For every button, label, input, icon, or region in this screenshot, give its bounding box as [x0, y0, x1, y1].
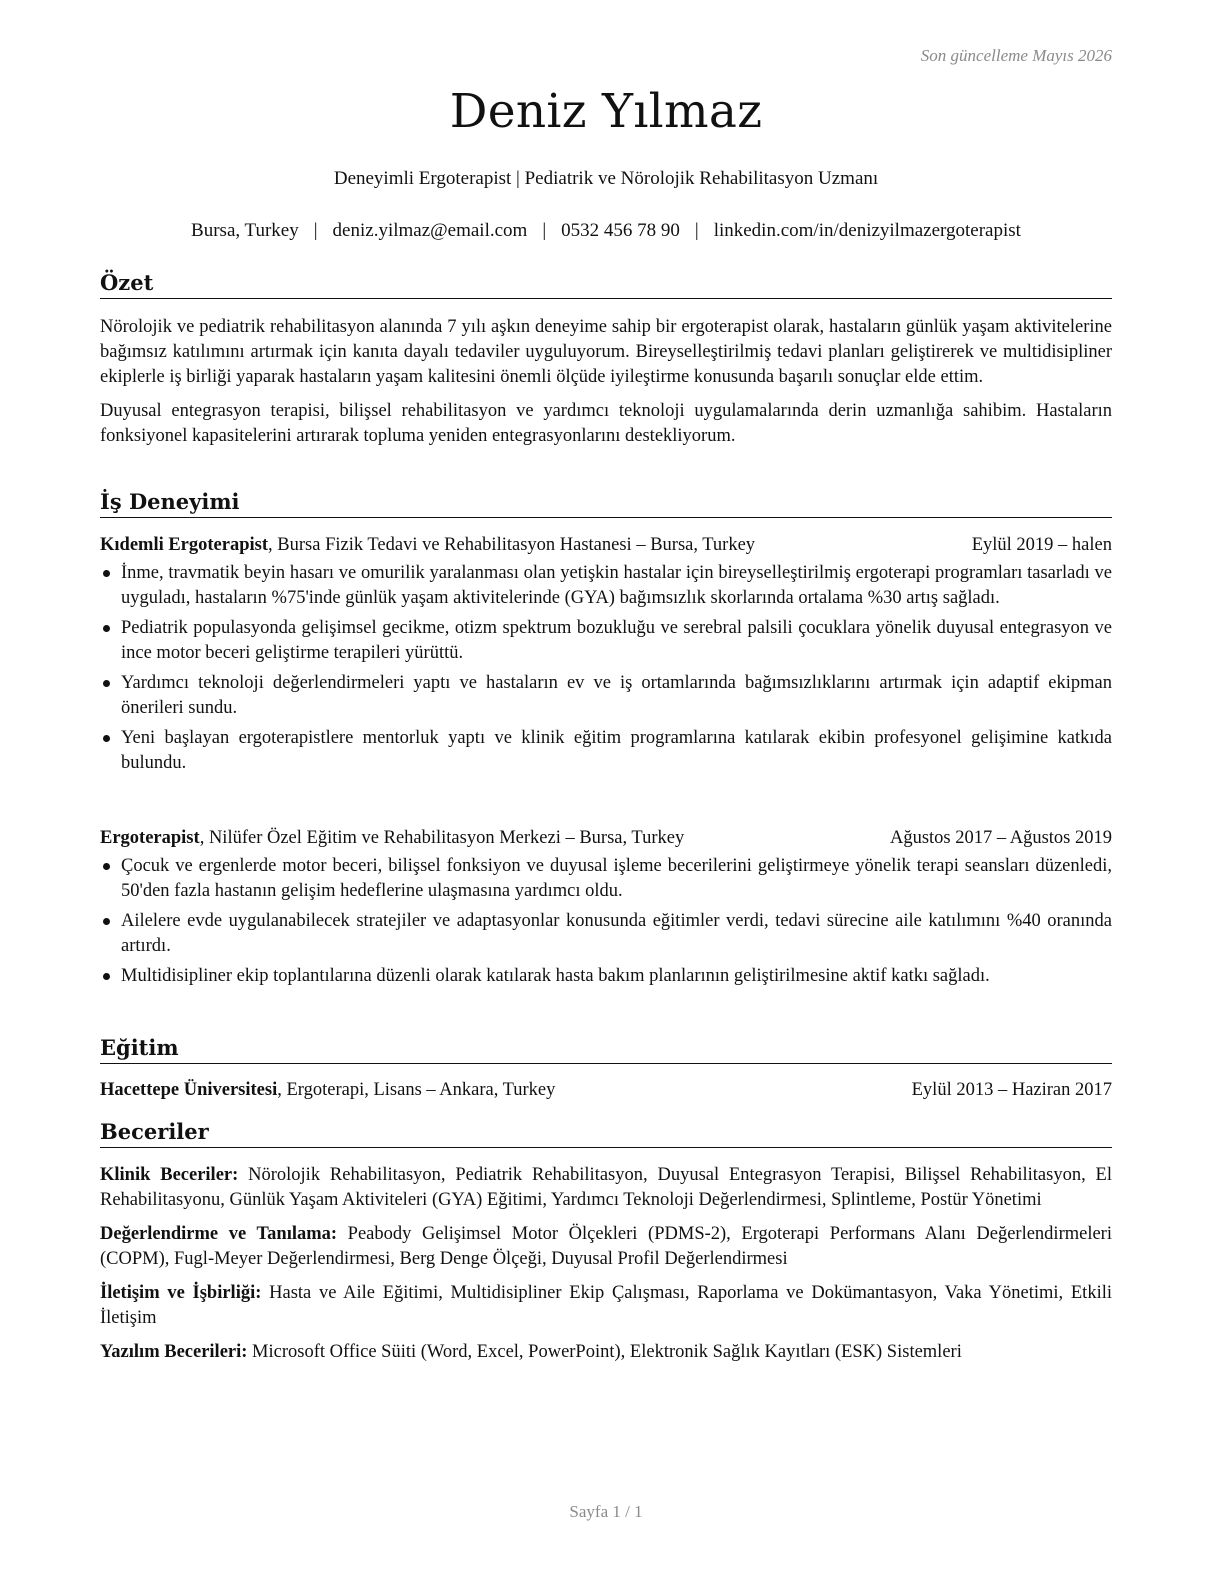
bullet-icon	[103, 680, 110, 687]
experience-heading: İş Deneyimi	[100, 489, 1112, 518]
bullet-text: Multidisipliner ekip toplantılarına düzenli olarak katılarak hasta bakım planlarının geliştirilmesine aktif katkı sağladı.	[121, 966, 990, 986]
skill-group-text: Microsoft Office Süiti (Word, Excel, PowerPoint), Elektronik Sağlık Kayıtları (ESK) Sistemleri	[247, 1342, 962, 1362]
candidate-name: Deniz Yılmaz	[449, 84, 763, 139]
bullet-icon	[103, 625, 110, 632]
job-bullet	[100, 854, 1112, 904]
bullet-text: İnme, travmatik beyin hasarı ve omurilik yaralanması olan yetişkin hastalar için bireyselleştirilmiş ergoterapi programları tasarladı ve uyguladı, hastaların %75'inde günlük yaşam aktivitelerinde (GYA) bağımsızlık skorlarında ortalama %30 artış sağladı.	[121, 563, 1112, 608]
summary-section	[100, 315, 1112, 458]
job-bullet	[100, 671, 1112, 721]
contact-location: Bursa, Turkey	[191, 220, 299, 241]
skill-group-label: İletişim ve İşbirliği:	[100, 1283, 262, 1303]
page-number: Sayfa 1 / 1	[569, 1502, 643, 1521]
bullet-text: Yeni başlayan ergoterapistlere mentorluk yaptı ve klinik eğitim programlarına katılarak ekibin profesyonel gelişimine katkıda bulundu.	[121, 728, 1112, 773]
bullet-icon	[103, 735, 110, 742]
job-role: Ergoterapist	[100, 828, 200, 848]
job-title-line	[100, 826, 684, 851]
skill-group-label: Değerlendirme ve Tanılama:	[100, 1224, 338, 1244]
skill-group-label: Klinik Beceriler:	[100, 1165, 239, 1185]
bullet-text: Pediatrik populasyonda gelişimsel gecikme, otizm spektrum bozukluğu ve serebral palsili çocuklara yönelik duyusal entegrasyon ve ince motor beceri geliştirme terapileri yürüttü.	[121, 618, 1112, 663]
job-role: Kıdemli Ergoterapist	[100, 535, 269, 555]
summary-paragraph: Nörolojik ve pediatrik rehabilitasyon alanında 7 yılı aşkın deneyime sahip bir ergoterapist olarak, hastaların günlük yaşam aktivitelerine bağımsız katılımını artırmak için kanıta dayalı tedaviler uyguluyorum. Bireyselleştirilmiş tedavi planları geliştirerek ve multidisipliner ekiplerle iş birliği yaparak hastaların yaşam kalitesini önemli ölçüde iyileştirme konusunda başarılı sonuçlar elde ettim.	[100, 317, 1112, 387]
job-title-line	[100, 533, 755, 558]
job-entry	[100, 826, 1112, 994]
skill-group-text: Hasta ve Aile Eğitimi, Multidisipliner Ekip Çalışması, Raporlama ve Dokümantasyon, Vaka Yönetimi, Etkili İletişim	[100, 1283, 1112, 1328]
bullet-icon	[103, 570, 110, 577]
job-dates: Eylül 2019 – halen	[971, 535, 1112, 555]
headline: Deneyimli Ergoterapist | Pediatrik ve Nörolojik Rehabilitasyon Uzmanı	[333, 168, 879, 189]
skills-section	[100, 1163, 1112, 1374]
summary-heading: Özet	[100, 270, 1112, 299]
job-bullet	[100, 561, 1112, 611]
education-school: Hacettepe Üniversitesi	[100, 1080, 278, 1100]
bullet-text: Ailelere evde uygulanabilecek stratejiler ve adaptasyonlar konusunda eğitimler verdi, tedavi sürecine aile katılımını %40 oranında artırdı.	[121, 911, 1112, 956]
bullet-icon	[103, 918, 110, 925]
skill-group	[100, 1340, 1112, 1365]
job-organization: , Nilüfer Özel Eğitim ve Rehabilitasyon Merkezi – Bursa, Turkey	[199, 828, 685, 848]
education-heading: Eğitim	[100, 1035, 1112, 1064]
education-entry	[100, 1078, 1112, 1103]
job-bullet	[100, 909, 1112, 959]
skills-heading: Beceriler	[100, 1119, 1112, 1148]
education-line	[100, 1078, 555, 1103]
bullet-text: Çocuk ve ergenlerde motor beceri, bilişsel fonksiyon ve duyusal işleme becerilerini geliştirmeye yönelik terapi seansları düzenledi, 50'den fazla hastanın gelişim hedeflerine ulaşmasına yardımcı oldu.	[121, 856, 1112, 901]
contact-phone: 0532 456 78 90	[561, 220, 680, 241]
education-dates: Eylül 2013 – Haziran 2017	[911, 1080, 1112, 1100]
education-detail: , Ergoterapi, Lisans – Ankara, Turkey	[277, 1080, 556, 1100]
bullet-icon	[103, 863, 110, 870]
job-bullet	[100, 964, 1112, 989]
skill-group-text: Nörolojik Rehabilitasyon, Pediatrik Rehabilitasyon, Duyusal Entegrasyon Terapisi, Bilişsel Rehabilitasyon, El Rehabilitasyonu, Günlük Yaşam Aktiviteleri (GYA) Eğitimi, Yardımcı Teknoloji Değerlendirmesi, Splintleme, Postür Yönetimi	[100, 1165, 1112, 1210]
job-dates: Ağustos 2017 – Ağustos 2019	[889, 828, 1112, 848]
job-bullets	[100, 854, 1112, 989]
job-bullet	[100, 616, 1112, 666]
skill-group	[100, 1281, 1112, 1331]
job-organization: , Bursa Fizik Tedavi ve Rehabilitasyon Hastanesi – Bursa, Turkey	[268, 535, 756, 555]
job-bullet	[100, 726, 1112, 776]
bullet-text: Yardımcı teknoloji değerlendirmeleri yaptı ve hastaların ev ve iş ortamlarında bağımsızlıklarını artırmak için adaptif ekipman önerileri sundu.	[121, 673, 1112, 718]
education-header	[100, 1078, 1112, 1103]
skill-group	[100, 1222, 1112, 1272]
bullet-icon	[103, 973, 110, 980]
skill-group	[100, 1163, 1112, 1213]
contact-email[interactable]: deniz.yilmaz@email.com	[332, 220, 528, 241]
contact-separator: |	[313, 220, 318, 241]
contact-separator: |	[694, 220, 699, 241]
contact-linkedin[interactable]: linkedin.com/in/denizyilmazergoterapist	[713, 220, 1021, 241]
job-header	[100, 533, 1112, 558]
contact-line	[100, 220, 1112, 242]
job-entry	[100, 533, 1112, 781]
job-bullets	[100, 561, 1112, 776]
last-updated: Son güncelleme Mayıs 2026	[920, 46, 1112, 65]
skill-group-text: Peabody Gelişimsel Motor Ölçekleri (PDMS-2), Ergoterapi Performans Alanı Değerlendirmeleri (COPM), Fugl-Meyer Değerlendirmesi, Berg Denge Ölçeği, Duyusal Profil Değerlendirmesi	[100, 1224, 1112, 1269]
contact-separator: |	[542, 220, 547, 241]
skill-group-label: Yazılım Becerileri:	[100, 1342, 248, 1362]
resume-page	[100, 0, 1112, 1584]
job-header	[100, 826, 1112, 851]
summary-paragraph: Duyusal entegrasyon terapisi, bilişsel rehabilitasyon ve yardımcı teknoloji uygulamalarında derin uzmanlığa sahibim. Hastaların fonksiyonel kapasitelerini artırarak topluma yeniden entegrasyonlarını destekliyorum.	[100, 401, 1112, 446]
